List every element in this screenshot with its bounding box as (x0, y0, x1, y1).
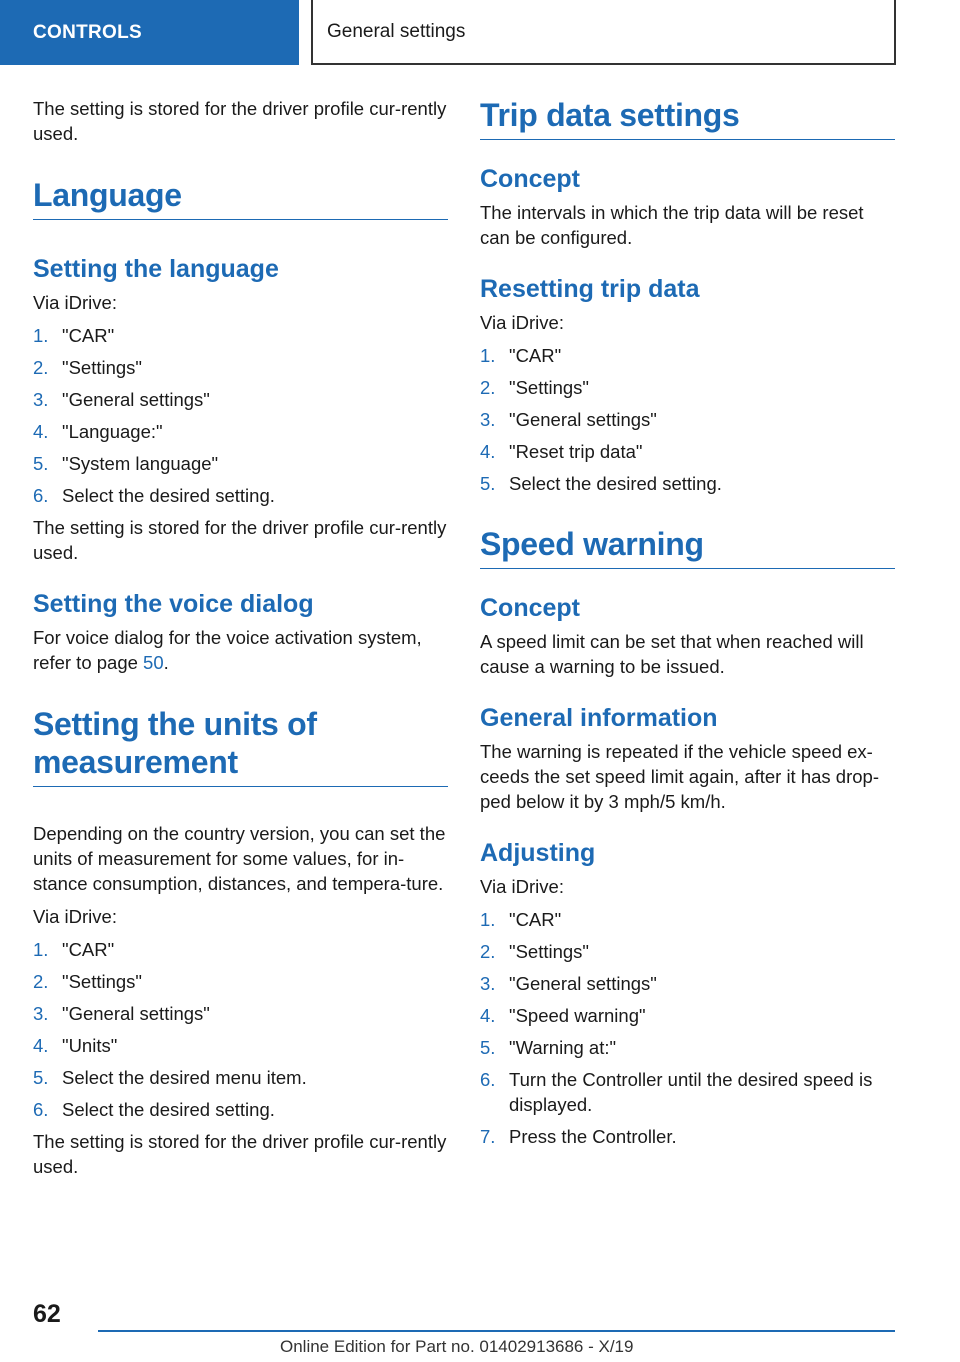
via-idrive-text: Via iDrive: (33, 292, 117, 313)
list-item (480, 343, 895, 368)
units-heading: Setting the units of measurement (33, 705, 448, 787)
language-steps (33, 323, 448, 508)
step-number: 3. (33, 389, 49, 410)
step-number: 2. (33, 971, 49, 992)
step-number: 1. (33, 325, 49, 346)
general-info-text: The warning is repeated if the vehicle speed ex-ceeds the set speed limit again, after it has drop-ped below it by 3 mph/5 km/h. (480, 741, 879, 812)
step-text: "CAR" (62, 939, 115, 960)
intro-text: The setting is stored for the driver profile cur-rently used. (33, 98, 447, 144)
step-number: 1. (480, 909, 496, 930)
chapter-tab (311, 0, 896, 65)
trip-concept-text: The intervals in which the trip data will be reset can be configured. (480, 202, 864, 248)
step-text: "Language:" (62, 421, 163, 442)
list-item (33, 387, 448, 412)
list-item (33, 483, 448, 508)
list-item (480, 1124, 895, 1149)
list-item (33, 1001, 448, 1026)
step-text: "Warning at:" (509, 1037, 617, 1058)
speed-concept-text: A speed limit can be set that when reached will cause a warning to be issued. (480, 631, 864, 677)
list-item (480, 907, 895, 932)
page-number: 62 (33, 1300, 61, 1328)
step-text: "Reset trip data" (509, 441, 643, 462)
step-number: 2. (33, 357, 49, 378)
units-steps (33, 937, 448, 1122)
list-item (480, 471, 895, 496)
step-text: "CAR" (509, 345, 562, 366)
language-heading: Language (33, 176, 448, 220)
step-text: "Units" (62, 1035, 118, 1056)
step-text: "Settings" (509, 941, 589, 962)
chapter-title: General settings (327, 20, 466, 42)
step-text: "General settings" (62, 1003, 210, 1024)
step-number: 3. (33, 1003, 49, 1024)
trip-data-heading: Trip data settings (480, 96, 895, 140)
step-number: 4. (33, 421, 49, 442)
list-item (33, 451, 448, 476)
step-text: "CAR" (509, 909, 562, 930)
step-text: Press the Controller. (509, 1126, 677, 1147)
step-text: "General settings" (62, 389, 210, 410)
speed-warning-heading: Speed warning (480, 525, 895, 569)
right-column (480, 96, 895, 1156)
list-item (480, 375, 895, 400)
list-item (480, 439, 895, 464)
voice-dialog-heading: Setting the voice dialog (33, 590, 314, 618)
step-number: 5. (480, 1037, 496, 1058)
step-number: 5. (480, 473, 496, 494)
general-info-heading: General information (480, 704, 718, 732)
step-text: Select the desired setting. (62, 485, 275, 506)
list-item (480, 939, 895, 964)
step-text: "System language" (62, 453, 219, 474)
step-number: 1. (33, 939, 49, 960)
step-number: 4. (480, 1005, 496, 1026)
setting-language-heading: Setting the language (33, 255, 279, 283)
section-tab (0, 0, 299, 65)
section-title: CONTROLS (33, 21, 143, 43)
step-text: Turn the Controller until the desired speed is displayed. (509, 1069, 873, 1115)
list-item (33, 323, 448, 348)
step-text: Select the desired setting. (62, 1099, 275, 1120)
step-number: 7. (480, 1126, 496, 1147)
step-number: 2. (480, 377, 496, 398)
step-number: 5. (33, 1067, 49, 1088)
via-idrive-text: Via iDrive: (480, 876, 564, 897)
step-number: 6. (480, 1069, 496, 1090)
list-item (480, 1067, 895, 1117)
step-text: "General settings" (509, 973, 657, 994)
units-text: Depending on the country version, you can set the units of measurement for some values, for in-stance consumption, distances, and tempera-ture. (33, 823, 446, 894)
speed-steps (480, 907, 895, 1149)
list-item (480, 1035, 895, 1060)
step-text: "Speed warning" (509, 1005, 646, 1026)
list-item (33, 1097, 448, 1122)
step-number: 3. (480, 973, 496, 994)
list-item (33, 355, 448, 380)
list-item (33, 937, 448, 962)
step-number: 2. (480, 941, 496, 962)
edition-text: Online Edition for Part no. 01402913686 - X/19 (280, 1337, 634, 1356)
step-text: Select the desired menu item. (62, 1067, 307, 1088)
stored-text: The setting is stored for the driver profile cur-rently used. (33, 517, 447, 563)
voice-dialog-text: For voice dialog for the voice activation system, refer to page 50. (33, 627, 422, 673)
list-item (480, 1003, 895, 1028)
stored-text: The setting is stored for the driver profile cur-rently used. (33, 1131, 447, 1177)
list-item (33, 1033, 448, 1058)
footer-divider (98, 1330, 895, 1332)
list-item (480, 971, 895, 996)
list-item (33, 969, 448, 994)
step-text: "CAR" (62, 325, 115, 346)
adjusting-heading: Adjusting (480, 839, 596, 867)
list-item (33, 419, 448, 444)
step-number: 6. (33, 485, 49, 506)
trip-concept-heading: Concept (480, 165, 580, 193)
step-text: "Settings" (62, 971, 142, 992)
step-number: 5. (33, 453, 49, 474)
step-number: 1. (480, 345, 496, 366)
step-text: "Settings" (62, 357, 142, 378)
trip-steps (480, 343, 895, 496)
step-text: Select the desired setting. (509, 473, 722, 494)
step-text: "Settings" (509, 377, 589, 398)
left-column (33, 96, 448, 1187)
step-number: 4. (33, 1035, 49, 1056)
via-idrive-text: Via iDrive: (480, 312, 564, 333)
speed-concept-heading: Concept (480, 594, 580, 622)
list-item (33, 1065, 448, 1090)
step-number: 6. (33, 1099, 49, 1120)
via-idrive-text: Via iDrive: (33, 906, 117, 927)
step-number: 4. (480, 441, 496, 462)
step-number: 3. (480, 409, 496, 430)
page-reference-link[interactable]: 50 (143, 652, 164, 673)
list-item (480, 407, 895, 432)
resetting-trip-heading: Resetting trip data (480, 275, 700, 303)
step-text: "General settings" (509, 409, 657, 430)
